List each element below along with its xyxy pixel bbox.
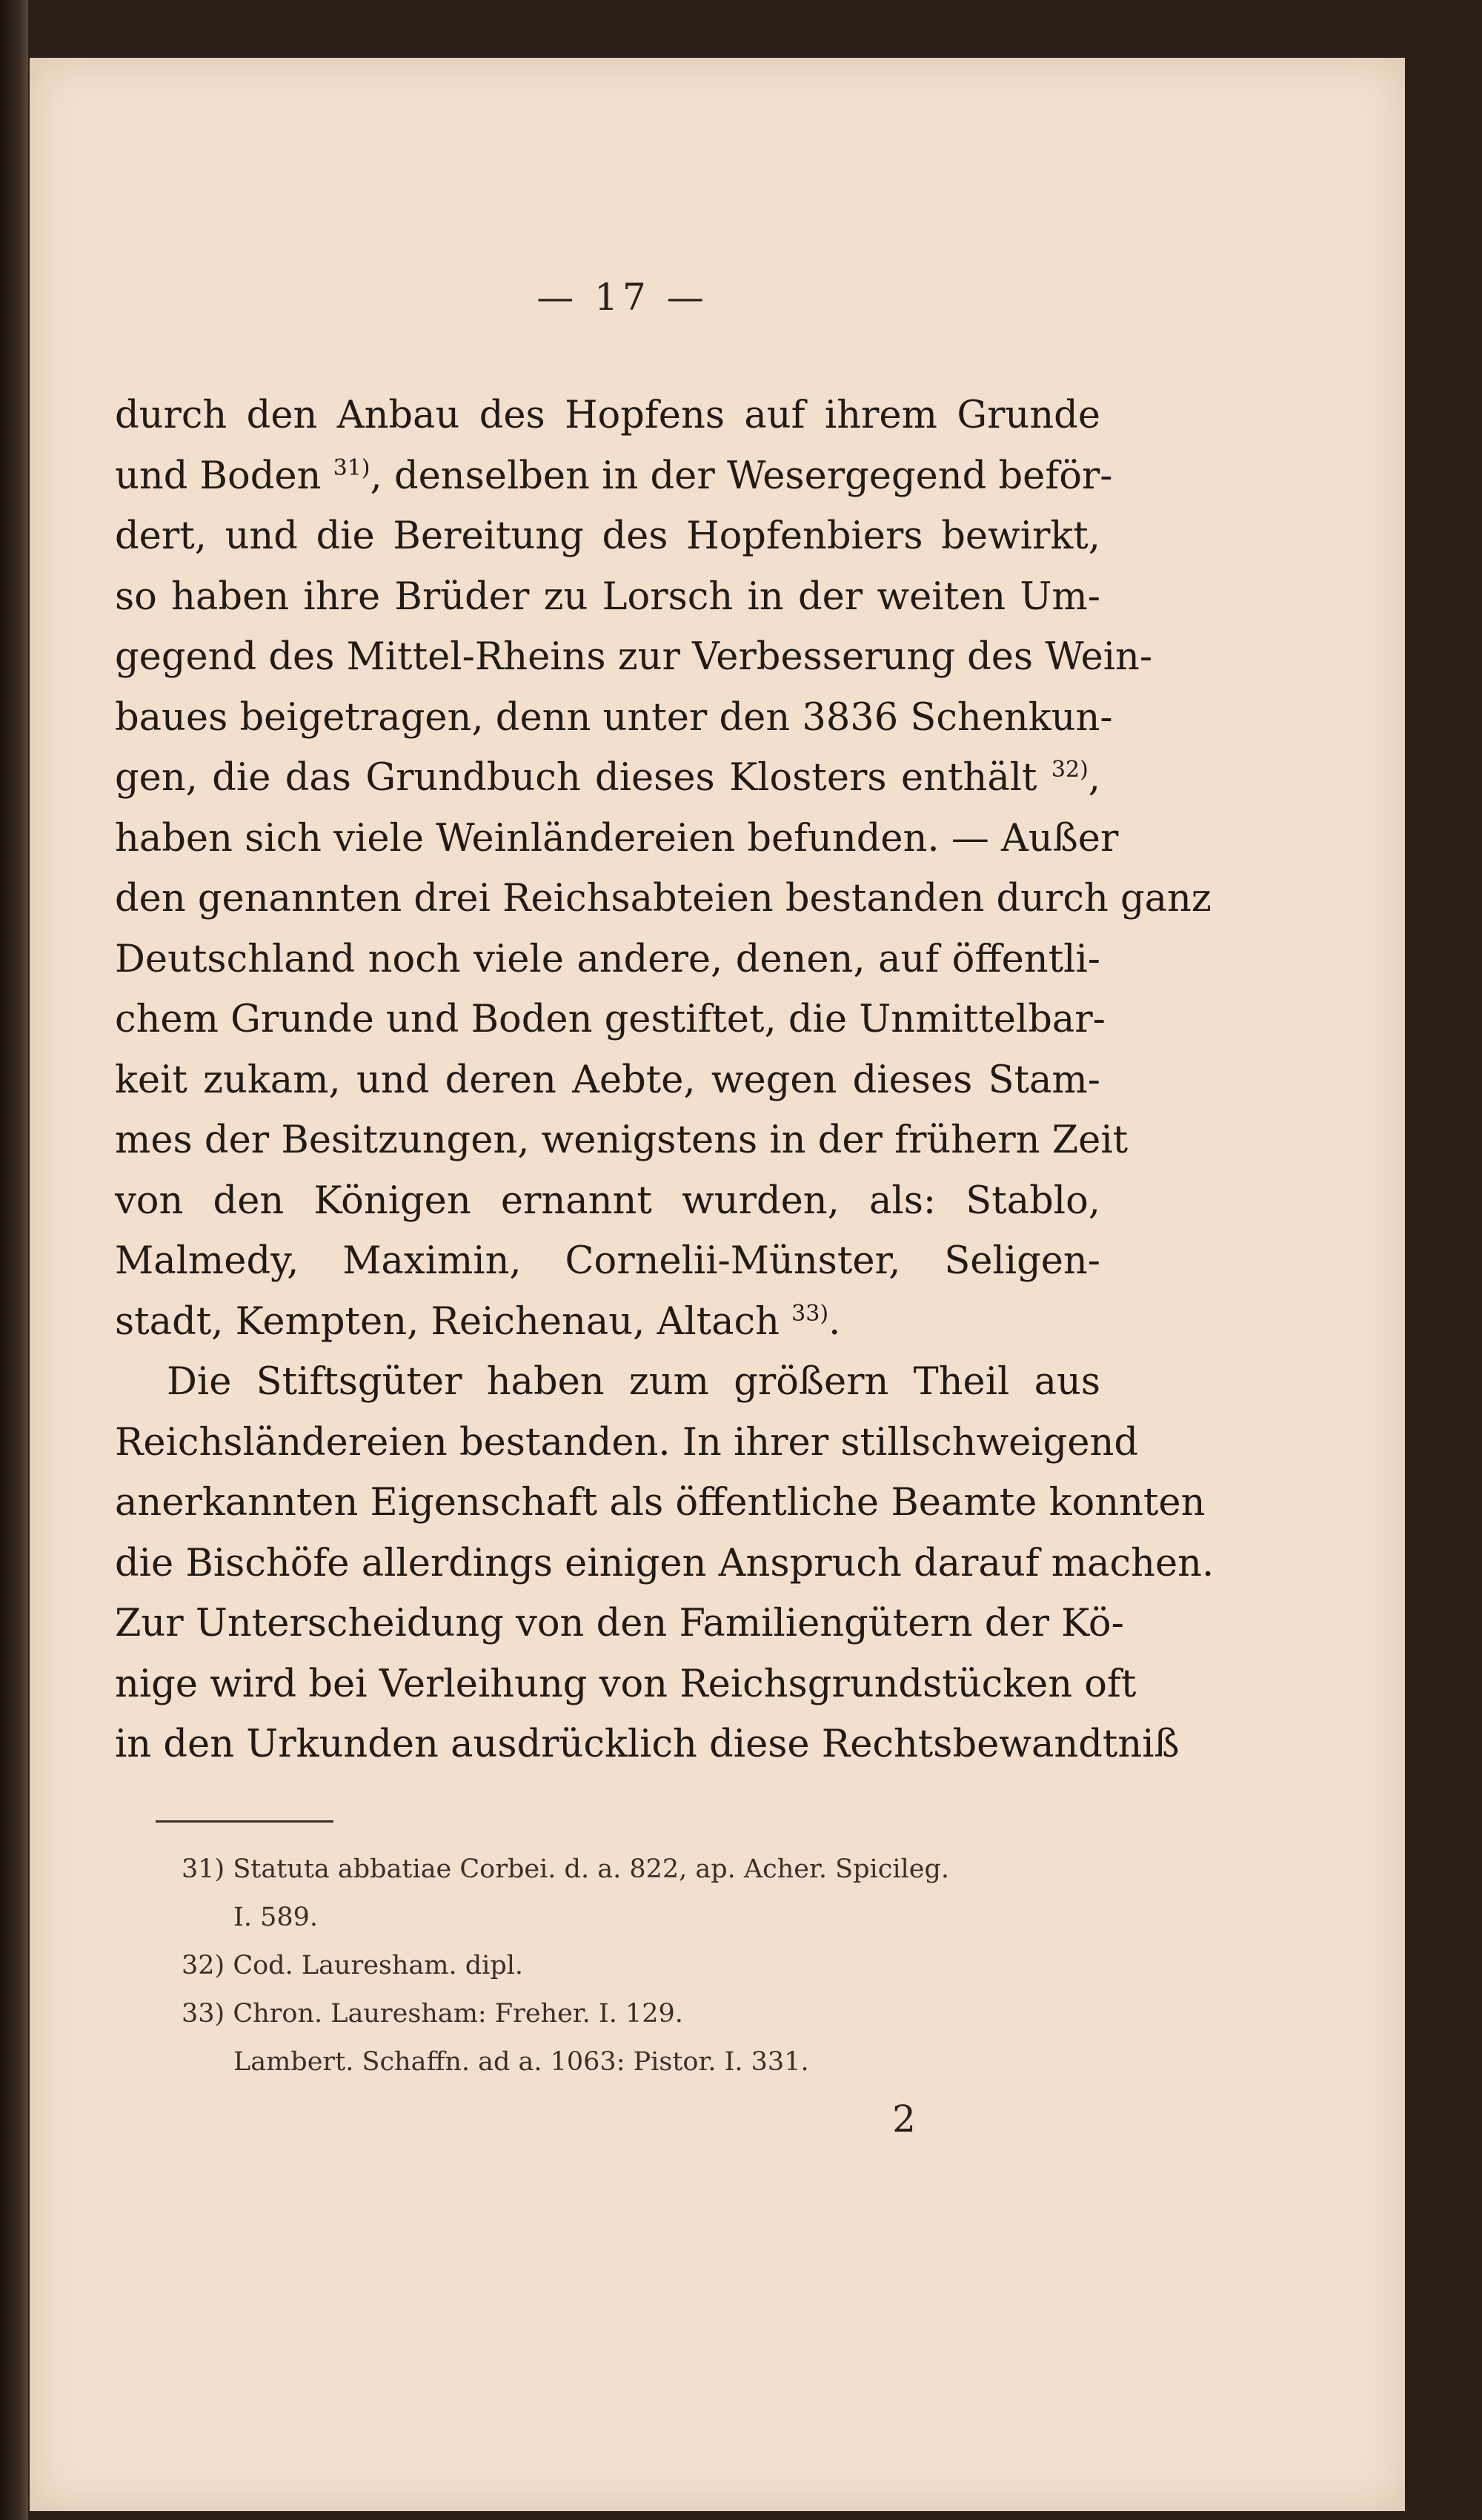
text-line: anerkannten Eigenschaft als öffentliche Beamte konnten — [115, 1481, 1206, 1525]
footnote-31: 31) Statuta abbatiae Corbei. d. a. 822, ap. Acher. Spicileg. — [182, 1854, 949, 1884]
text-line: nige wird bei Verleihung von Reichsgrundstücken oft — [115, 1662, 1137, 1706]
text-line: gen, die das Grundbuch dieses Klosters enthält $^{32)}$, — [115, 756, 1100, 800]
body-text — [115, 385, 1214, 1775]
page-number: — 17 — — [536, 276, 708, 319]
text-line: durch den Anbau des Hopfens auf ihrem Grunde — [115, 394, 1100, 437]
text-line: Reichsländereien bestanden. In ihrer stillschweigend — [115, 1420, 1138, 1465]
text-line: stadt, Kempten, Reichenau, Altach $^{33)}$. — [115, 1299, 841, 1344]
text-line: so haben ihre Brüder zu Lorsch in der weiten Um- — [115, 574, 1100, 619]
footnotes — [182, 1846, 1108, 2086]
footnote-31-continuation: I. 589. — [233, 1903, 319, 1932]
text-line: Deutschland noch viele andere, denen, auf öffentli- — [115, 937, 1100, 981]
footnote-32: 32) Cod. Lauresham. dipl. — [182, 1951, 524, 1980]
text-line: mes der Besitzungen, wenigstens in der frühern Zeit — [115, 1118, 1129, 1162]
text-line: in den Urkunden ausdrücklich diese Rechtsbewandtniß — [115, 1722, 1180, 1766]
footnote-ref-33: 33) — [791, 1300, 829, 1327]
text-line: keit zukam, und deren Aebte, wegen dieses Stam- — [115, 1058, 1100, 1102]
text-line: Zur Unterscheidung von den Familiengütern der Kö- — [115, 1602, 1124, 1645]
text-line: chem Grunde und Boden gestiftet, die Unmittelbar- — [115, 998, 1106, 1041]
text-line: von den Königen ernannt wurden, als: Stablo, — [115, 1178, 1100, 1223]
text-line: den genannten drei Reichsabteien bestanden durch ganz — [115, 877, 1212, 921]
text-line: die Bischöfe allerdings einigen Anspruch darauf machen. — [115, 1541, 1214, 1585]
text-line: baues beigetragen, denn unter den 3836 Schenkun- — [115, 695, 1113, 740]
footnote-ref-32: 32) — [1051, 757, 1089, 783]
text-line: dert, und die Bereitung des Hopfenbiers bewirkt, — [115, 514, 1100, 558]
book-spine — [0, 0, 28, 2520]
text-line: haben sich viele Weinländereien befunden. — Außer — [115, 816, 1119, 861]
text-line: und Boden $^{31)}$, denselben in der Wesergegend beför- — [115, 454, 1113, 498]
text-line: Malmedy, Maximin, Cornelii-Münster, Seligen- — [115, 1239, 1100, 1283]
footnote-33: 33) Chron. Lauresham: Freher. I. 129. — [182, 1999, 683, 2029]
text-line: gegend des Mittel-Rheins zur Verbesserung des Wein- — [115, 635, 1153, 679]
footnote-divider — [156, 1820, 333, 1823]
text-line: Die Stiftsgüter haben zum größern Theil aus — [167, 1360, 1100, 1404]
footnote-ref-31: 31) — [333, 454, 370, 481]
footnote-33-continuation: Lambert. Schaffn. ad a. 1063: Pistor. I. 331. — [233, 2047, 809, 2077]
signature-mark: 2 — [892, 2098, 916, 2141]
